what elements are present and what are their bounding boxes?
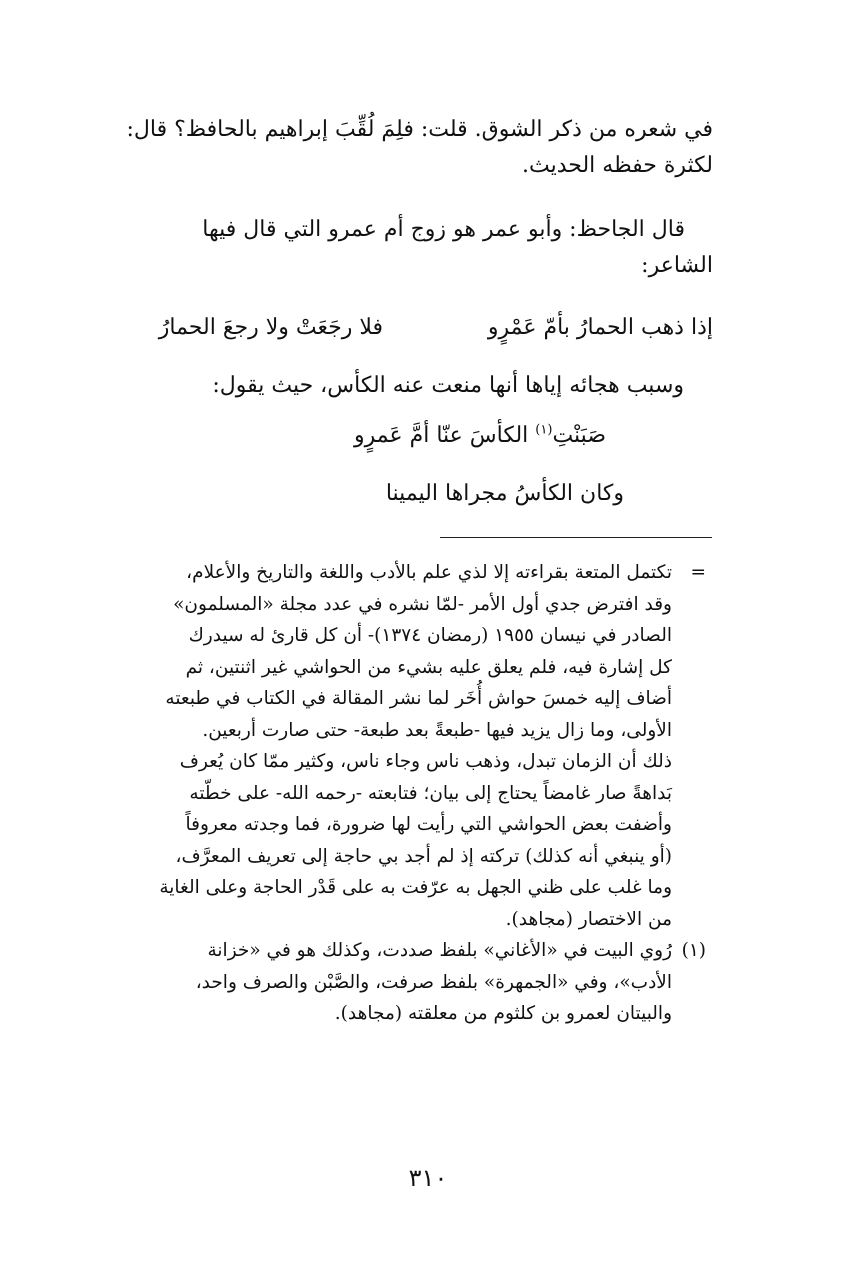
footnote-line: وما غلب على ظني الجهل به عرّفت به على قَدْر الحاجة وعلى الغاية [159,877,672,898]
footnote-line: كل إشارة فيه، فلم يعلق عليه بشيء من الحواشي غير اثنتين، ثم [185,656,672,678]
footnote-body [140,557,672,935]
footnote-reference[interactable]: (١) [535,422,553,438]
footnote-line: أضاف إليه خمسَ حواش أُخَر لما نشر المقالة في الكتاب في طبعته [165,688,672,709]
footnote-line: وأضفت بعض الحواشي التي رأيت لها ضرورة، فما وجدته معروفاً [185,814,672,835]
text-line: لكثرة حفظه الحديث. [522,153,713,178]
text-line: قال الجاحظ: وأبو عمر هو زوج أم عمرو التي قال فيها [202,217,685,242]
paragraph-reason: وسبب هجائه إياها أنها منعت عنه الكأس، حيث يقول: [212,373,684,398]
footnote-1 [140,935,706,1030]
verse-text: الكأسَ عنّا أمَّ عَمرٍو [353,423,536,448]
footnote-line: الصادر في نيسان ١٩٥٥ (رمضان ١٣٧٤)- أن كل قارئ له سيدرك [188,625,672,646]
verse-first-hemistich: إذا ذهب الحمارُ بأمّ عَمْرٍو [487,315,713,340]
footnote-marker: = [690,562,706,583]
footnote-line: (أو ينبغي أنه كذلك) تركته إذ لم أجد بي حاجة إلى تعريف المعرَّف، [175,845,672,867]
footnote-marker: (١) [681,940,706,961]
footnote-line: الأولى، وما زال يزيد فيها -طبعةً بعد طبعة- حتى صارت أربعين. [202,719,672,741]
footnote-line: من الاختصار (مجاهد). [505,908,672,930]
footnote-line: رُوي البيت في «الأغاني» بلفظ صددت، وكذلك هو في «خزانة [207,940,672,961]
footnotes-section [140,557,706,1030]
page-number: ٣١٠ [408,1164,448,1192]
poetry-verse-1 [140,310,713,346]
verse-word: صَبَنْتِ [552,423,606,448]
footnote-line: تكتمل المتعة بقراءته إلا لذي علم بالأدب واللغة والتاريخ والأعلام، [186,562,672,583]
footnote-line: وقد افترض جدي أول الأمر -لمّا نشره في عدد مجلة «المسلمون» [173,593,672,615]
poetry-verse-2-line-2: وكان الكأسُ مجراها اليمينا [385,481,624,506]
text-line: في شعره من ذكر الشوق. قلت: فلِمَ لُقِّبَ إبراهيم بالحافظ؟ قال: [126,117,713,142]
paragraph-jahiz [140,212,713,284]
footnote-line: بَداهةً صار غامضاً يحتاج إلى بيان؛ فتابعته -رحمه الله- على خطّته [189,782,672,804]
text-line: الشاعر: [641,253,713,278]
paragraph-continuation [126,112,713,184]
footnote-line: والبيتان لعمرو بن كلثوم من معلقته (مجاهد). [334,1003,672,1024]
footnote-line: الأدب»، وفي «الجمهرة» بلفظ صرفت، والصَّبْن والصرف واحد، [195,971,672,993]
footnote-continued [140,557,706,935]
verse-second-hemistich: فلا رجَعَتْ ولا رجعَ الحمارُ [158,315,383,340]
footnote-separator [440,537,712,538]
footnote-line: ذلك أن الزمان تبدل، وذهب ناس وجاء ناس، وكثير ممّا كان يُعرف [179,751,672,772]
footnote-body [140,935,672,1030]
poetry-verse-2-line-1 [354,418,606,454]
